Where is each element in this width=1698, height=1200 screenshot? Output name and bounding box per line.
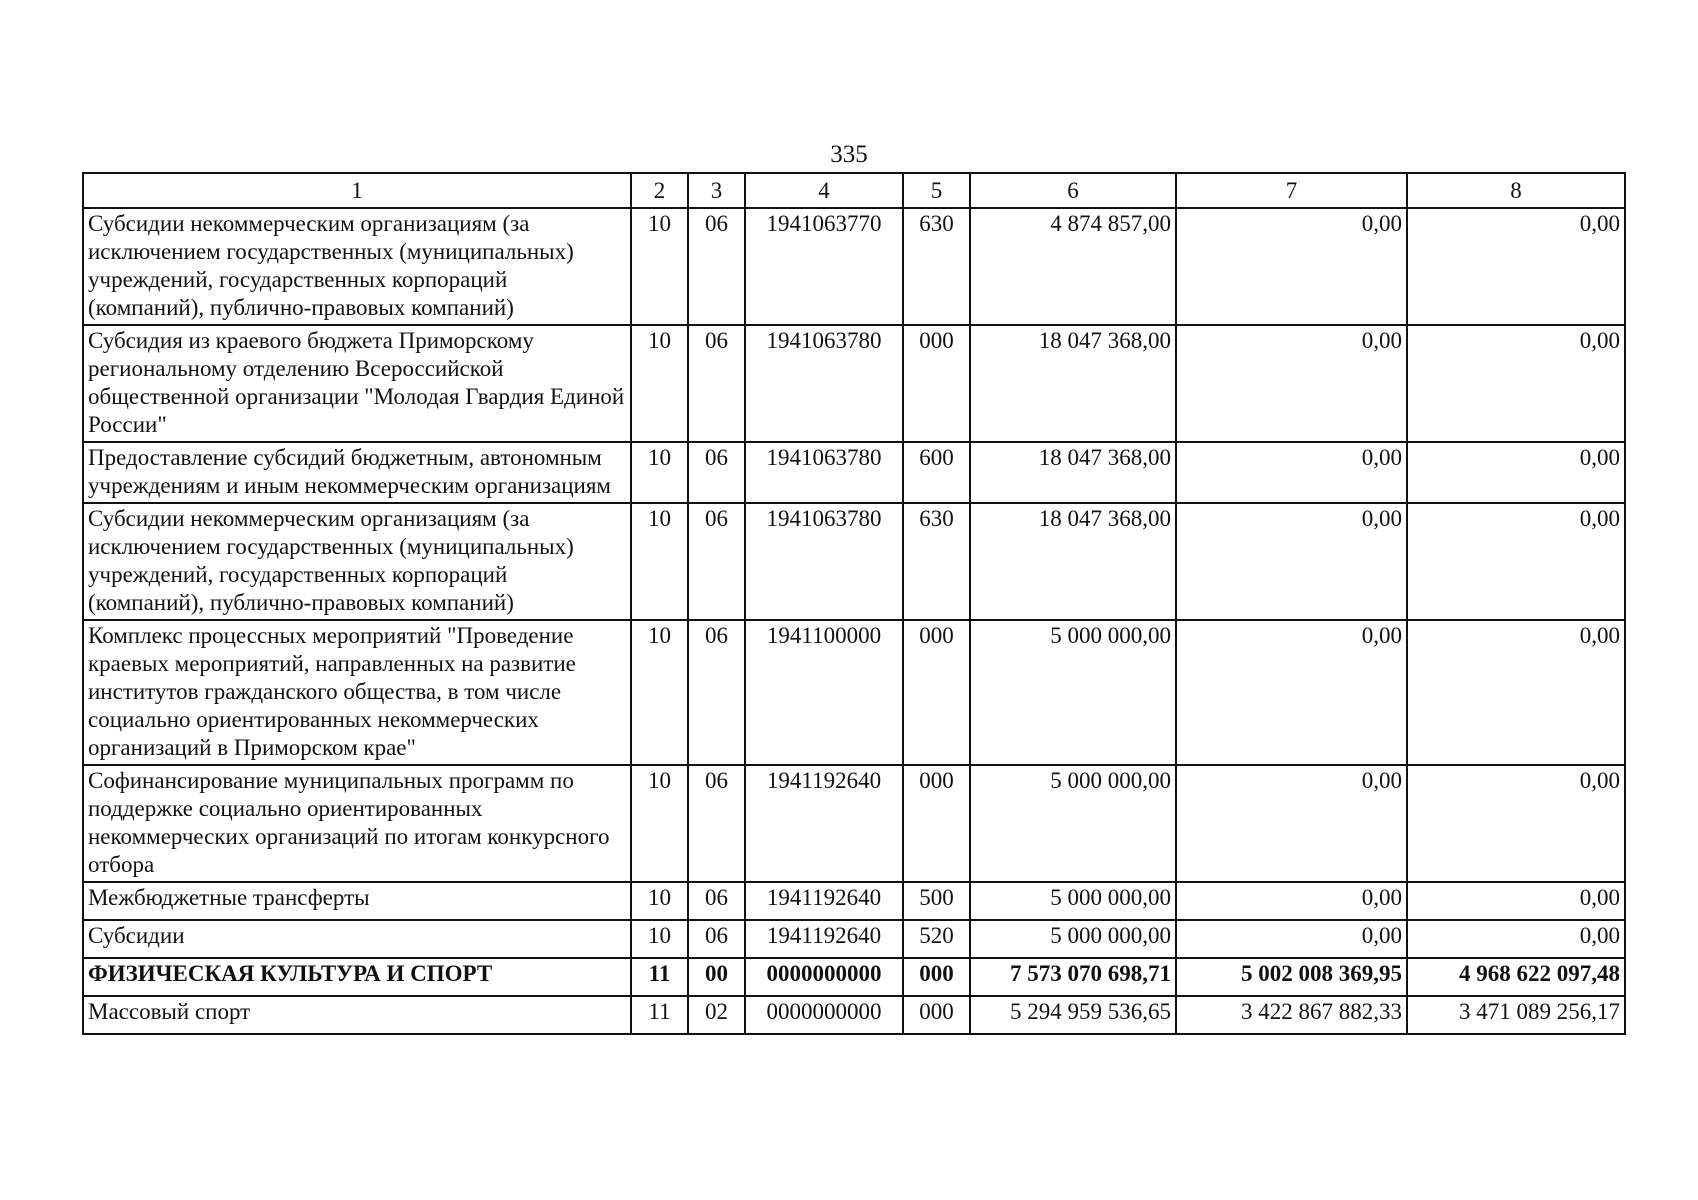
expense-type-code: 630	[903, 208, 970, 325]
column-header-5: 5	[903, 173, 970, 208]
row-name: Субсидии некоммерческим организациям (за исключением государственных (муниципальных) учреждений, государственных корпораций (компаний), публично-правовых компаний)	[83, 503, 631, 620]
amount-col-6: 7 573 070 698,71	[970, 958, 1176, 996]
row-name: Комплекс процессных мероприятий "Проведение краевых мероприятий, направленных на развитие институтов гражданского общества, в том числе социально ориентированных некоммерческих организаций в Приморском крае"	[83, 620, 631, 765]
amount-col-7: 0,00	[1176, 620, 1407, 765]
subsection-code: 06	[688, 620, 745, 765]
section-code: 11	[631, 958, 688, 996]
column-header-2: 2	[631, 173, 688, 208]
table-row	[83, 620, 1625, 765]
table-row	[83, 996, 1625, 1034]
row-name: Субсидия из краевого бюджета Приморскому региональному отделению Всероссийской общественной организации "Молодая Гвардия Единой России"	[83, 325, 631, 442]
expense-type-code: 520	[903, 920, 970, 958]
expense-type-code: 000	[903, 996, 970, 1034]
amount-col-6: 18 047 368,00	[970, 442, 1176, 503]
amount-col-8: 0,00	[1407, 325, 1625, 442]
amount-col-8: 3 471 089 256,17	[1407, 996, 1625, 1034]
row-name: Массовый спорт	[83, 996, 631, 1034]
subsection-code: 06	[688, 208, 745, 325]
column-header-6: 6	[970, 173, 1176, 208]
amount-col-8: 0,00	[1407, 208, 1625, 325]
amount-col-7: 3 422 867 882,33	[1176, 996, 1407, 1034]
column-header-4: 4	[745, 173, 903, 208]
row-name: Межбюджетные трансферты	[83, 882, 631, 920]
amount-col-7: 0,00	[1176, 765, 1407, 882]
amount-col-7: 0,00	[1176, 442, 1407, 503]
column-header-8: 8	[1407, 173, 1625, 208]
row-name: Предоставление субсидий бюджетным, автономным учреждениям и иным некоммерческим организациям	[83, 442, 631, 503]
target-article-code: 1941063780	[745, 503, 903, 620]
amount-col-8: 4 968 622 097,48	[1407, 958, 1625, 996]
amount-col-8: 0,00	[1407, 503, 1625, 620]
amount-col-7: 0,00	[1176, 325, 1407, 442]
amount-col-7: 0,00	[1176, 882, 1407, 920]
section-code: 10	[631, 208, 688, 325]
amount-col-6: 5 000 000,00	[970, 882, 1176, 920]
table-row	[83, 503, 1625, 620]
subsection-code: 00	[688, 958, 745, 996]
amount-col-7: 0,00	[1176, 503, 1407, 620]
row-name: Субсидии	[83, 920, 631, 958]
target-article-code: 1941063780	[745, 442, 903, 503]
budget-table	[82, 172, 1626, 1035]
row-name: Субсидии некоммерческим организациям (за исключением государственных (муниципальных) учреждений, государственных корпораций (компаний), публично-правовых компаний)	[83, 208, 631, 325]
amount-col-6: 5 294 959 536,65	[970, 996, 1176, 1034]
table-row	[83, 920, 1625, 958]
expense-type-code: 000	[903, 325, 970, 442]
amount-col-7: 0,00	[1176, 920, 1407, 958]
subsection-code: 06	[688, 765, 745, 882]
section-code: 10	[631, 620, 688, 765]
target-article-code: 1941100000	[745, 620, 903, 765]
section-code: 10	[631, 920, 688, 958]
amount-col-8: 0,00	[1407, 620, 1625, 765]
amount-col-6: 5 000 000,00	[970, 620, 1176, 765]
target-article-code: 1941063770	[745, 208, 903, 325]
amount-col-8: 0,00	[1407, 442, 1625, 503]
table-row	[83, 325, 1625, 442]
amount-col-6: 18 047 368,00	[970, 503, 1176, 620]
subsection-code: 06	[688, 882, 745, 920]
section-code: 10	[631, 503, 688, 620]
target-article-code: 1941192640	[745, 882, 903, 920]
page-number: 335	[830, 141, 868, 168]
table-row	[83, 442, 1625, 503]
table-row	[83, 765, 1625, 882]
target-article-code: 1941063780	[745, 325, 903, 442]
subsection-code: 06	[688, 442, 745, 503]
amount-col-8: 0,00	[1407, 920, 1625, 958]
subsection-code: 06	[688, 325, 745, 442]
subsection-code: 06	[688, 503, 745, 620]
section-code: 10	[631, 765, 688, 882]
subsection-code: 06	[688, 920, 745, 958]
expense-type-code: 630	[903, 503, 970, 620]
table-row	[83, 882, 1625, 920]
expense-type-code: 000	[903, 765, 970, 882]
target-article-code: 1941192640	[745, 765, 903, 882]
section-code: 10	[631, 325, 688, 442]
column-header-1: 1	[83, 173, 631, 208]
target-article-code: 0000000000	[745, 996, 903, 1034]
expense-type-code: 000	[903, 958, 970, 996]
amount-col-8: 0,00	[1407, 765, 1625, 882]
header-row	[83, 173, 1625, 208]
target-article-code: 0000000000	[745, 958, 903, 996]
amount-col-6: 4 874 857,00	[970, 208, 1176, 325]
amount-col-6: 18 047 368,00	[970, 325, 1176, 442]
expense-type-code: 500	[903, 882, 970, 920]
subsection-code: 02	[688, 996, 745, 1034]
row-name: Софинансирование муниципальных программ по поддержке социально ориентированных некоммерческих организаций по итогам конкурсного отбора	[83, 765, 631, 882]
section-code: 10	[631, 442, 688, 503]
column-header-7: 7	[1176, 173, 1407, 208]
table-row	[83, 958, 1625, 996]
amount-col-8: 0,00	[1407, 882, 1625, 920]
target-article-code: 1941192640	[745, 920, 903, 958]
row-name: ФИЗИЧЕСКАЯ КУЛЬТУРА И СПОРТ	[83, 958, 631, 996]
amount-col-7: 5 002 008 369,95	[1176, 958, 1407, 996]
section-code: 10	[631, 882, 688, 920]
table-row	[83, 208, 1625, 325]
amount-col-7: 0,00	[1176, 208, 1407, 325]
column-header-3: 3	[688, 173, 745, 208]
expense-type-code: 000	[903, 620, 970, 765]
expense-type-code: 600	[903, 442, 970, 503]
section-code: 11	[631, 996, 688, 1034]
amount-col-6: 5 000 000,00	[970, 920, 1176, 958]
amount-col-6: 5 000 000,00	[970, 765, 1176, 882]
